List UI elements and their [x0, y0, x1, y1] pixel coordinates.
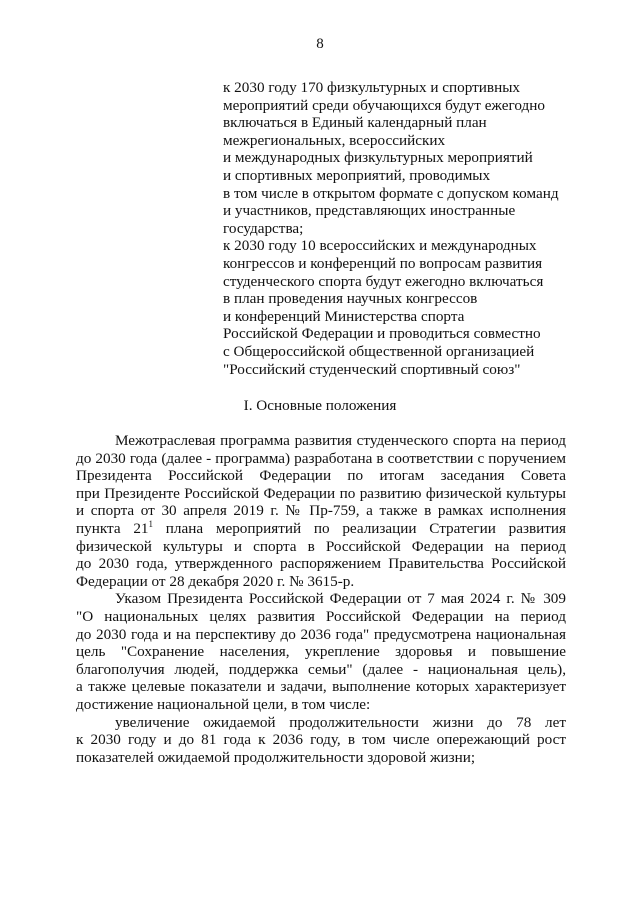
paragraph-line: достижение национальной цели, в том числе: — [76, 695, 371, 713]
goals-line: и участников, представляющих иностранные — [223, 202, 516, 220]
goals-line: государства; — [223, 219, 304, 237]
body-text — [76, 432, 566, 766]
paragraph-line: цель "Сохранение населения, укрепление здоровья и повышение — [76, 643, 566, 661]
goals-line: с Общероссийской общественной организацией — [223, 342, 535, 360]
goals-line: и международных физкультурных мероприятий — [223, 149, 533, 167]
footnote-superscript: 1 — [148, 518, 154, 529]
goals-line: и спортивных мероприятий, проводимых — [223, 166, 491, 184]
goals-line: и конференций Министерства спорта — [223, 307, 465, 325]
goals-line: Российской Федерации и проводиться совместно — [223, 325, 541, 343]
paragraph-fragment: плана мероприятий по реализации Стратегии развития — [153, 519, 566, 537]
paragraph-line: увеличение ожидаемой продолжительности жизни до 78 лет — [115, 713, 566, 731]
goals-line: студенческого спорта будут ежегодно включаться — [223, 272, 544, 290]
paragraph-line: "О национальных целях развития Российской Федерации на период — [76, 607, 566, 625]
paragraph-line: при Президенте Российской Федерации по развитию физической культуры — [76, 484, 566, 502]
paragraph-line: до 2030 года, утвержденного распоряжением Правительства Российской — [76, 555, 566, 573]
paragraph-line: до 2030 года (далее - программа) разработана в соответствии с поручением — [76, 449, 566, 467]
paragraph-line: а также целевые показатели и задачи, выполнение которых характеризует — [76, 678, 566, 696]
goals-line: в план проведения научных конгрессов — [223, 290, 478, 308]
paragraph-line: Федерации от 28 декабря 2020 г. № 3615-р. — [76, 572, 355, 590]
paragraph-line: физической культуры и спорта в Российской Федерации на период — [76, 537, 566, 555]
page-number: 8 — [316, 36, 324, 52]
goals-block — [223, 79, 559, 378]
goals-line: в том числе в открытом формате с допуском команд — [223, 184, 559, 202]
goals-line: к 2030 году 170 физкультурных и спортивных — [223, 79, 521, 96]
goals-line: мероприятий среди обучающихся будут ежегодно — [223, 96, 545, 114]
section-heading: I. Основные положения — [243, 397, 397, 414]
paragraph-line: Указом Президента Российской Федерации от 7 мая 2024 г. № 309 — [115, 590, 566, 608]
paragraph-line: Межотраслевая программа развития студенческого спорта на период — [115, 432, 566, 449]
paragraph-line: к 2030 году и до 81 года к 2036 году, в том числе опережающий рост — [76, 731, 566, 749]
paragraph-line: и спорта от 30 апреля 2019 г. № Пр-759, а также в рамках исполнения — [76, 502, 566, 520]
goals-line: к 2030 году 10 всероссийских и международных — [223, 237, 537, 255]
paragraph-fragment: пункта 21 — [76, 519, 149, 537]
paragraph-line: до 2030 года и на перспективу до 2036 года" предусмотрена национальная — [76, 625, 566, 643]
paragraph-line — [76, 520, 566, 538]
goals-line: включаться в Единый календарный план — [223, 114, 487, 132]
paragraph-line: благополучия людей, поддержка семьи" (далее - национальная цель), — [76, 660, 566, 678]
goals-line: конгрессов и конференций по вопросам развития — [223, 254, 543, 272]
goals-line: "Российский студенческий спортивный союз" — [223, 360, 521, 378]
paragraph-line: показателей ожидаемой продолжительности здоровой жизни; — [76, 748, 476, 766]
goals-line: межрегиональных, всероссийских — [223, 131, 446, 149]
paragraph-line: Президента Российской Федерации по итогам заседания Совета — [76, 467, 566, 485]
